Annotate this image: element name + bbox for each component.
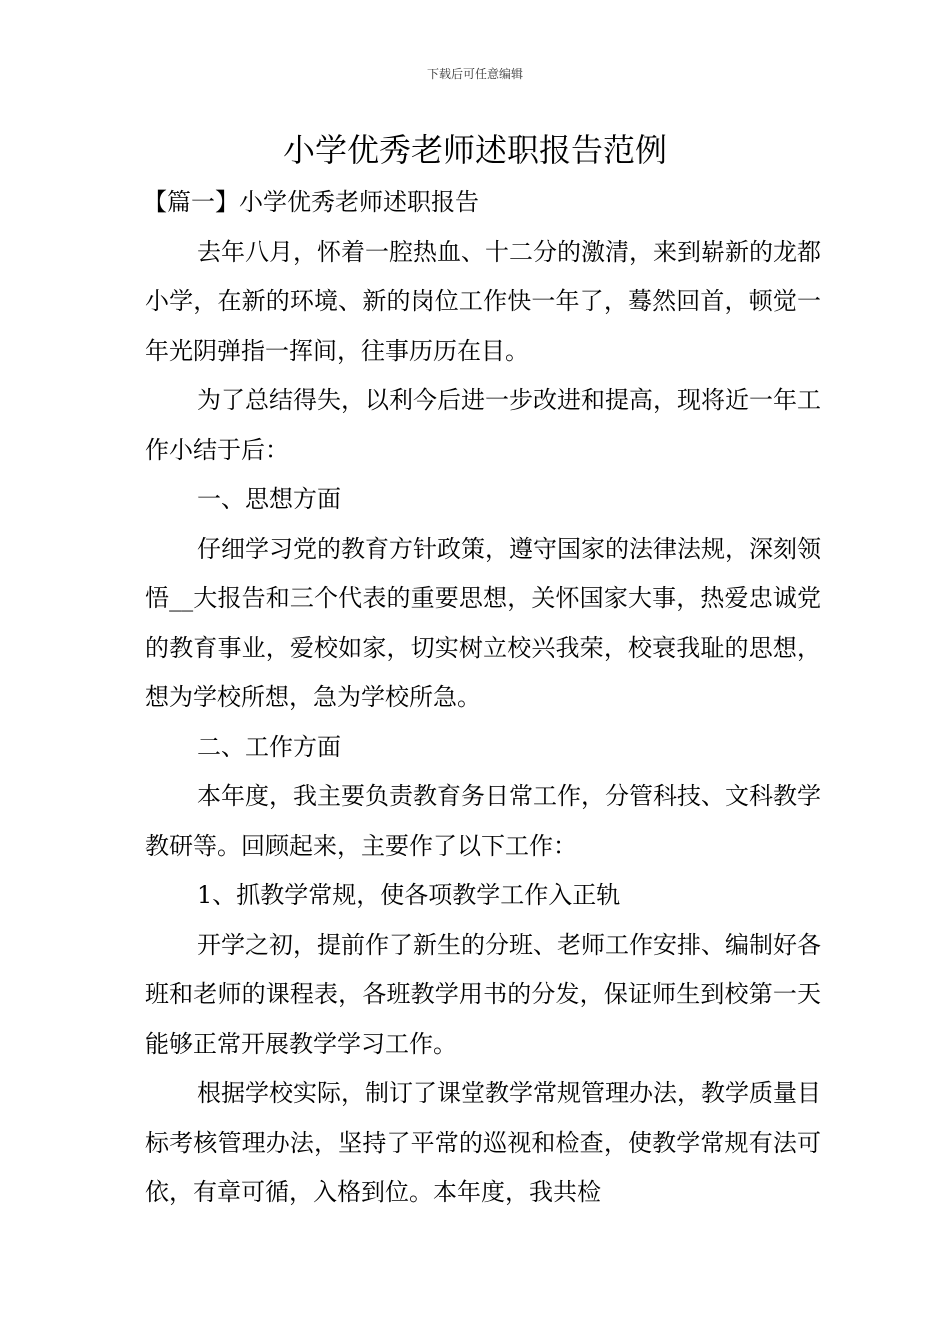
paragraph: 仔细学习党的教育方针政策，遵守国家的法律法规，深刻领悟__大报告和三个代表的重要思想，关怀国家大事，热爱忠诚党的教育事业，爱校如家，切实树立校兴我荣，校衰我耻的思想，想为学校所想，急为学校所急。	[145, 534, 821, 711]
paragraph: 本年度，我主要负责教育务日常工作，分管科技、文科教学教研等。回顾起来，主要作了以下工作：	[145, 782, 821, 860]
paragraph: 为了总结得失，以利今后进一步改进和提高，现将近一年工作小结于后：	[145, 386, 821, 464]
section-heading: 二、工作方面	[197, 732, 341, 761]
section-label: 【篇一】小学优秀老师述职报告	[143, 188, 479, 216]
paragraph: 去年八月，怀着一腔热血、十二分的激清，来到崭新的龙都小学，在新的环境、新的岗位工作快一年了，蓦然回首，顿觉一年光阴弹指一挥间，往事历历在目。	[145, 237, 821, 365]
document-title: 小学优秀老师述职报告范例	[282, 131, 667, 169]
section-heading: 一、思想方面	[197, 485, 341, 513]
subsection-heading: 1、抓教学常规，使各项教学工作入正轨	[197, 881, 621, 909]
paragraph: 开学之初，提前作了新生的分班、老师工作安排、编制好各班和老师的课程表，各班教学用书的分发，保证师生到校第一天能够正常开展教学学习工作。	[145, 930, 821, 1058]
paragraph: 根据学校实际，制订了课堂教学常规管理办法，教学质量目标考核管理办法，坚持了平常的巡视和检查，使教学常规有法可依，有章可循，入格到位。本年度，我共检	[145, 1079, 821, 1206]
header-note: 下载后可任意编辑	[426, 67, 523, 81]
document-body	[145, 178, 821, 1218]
